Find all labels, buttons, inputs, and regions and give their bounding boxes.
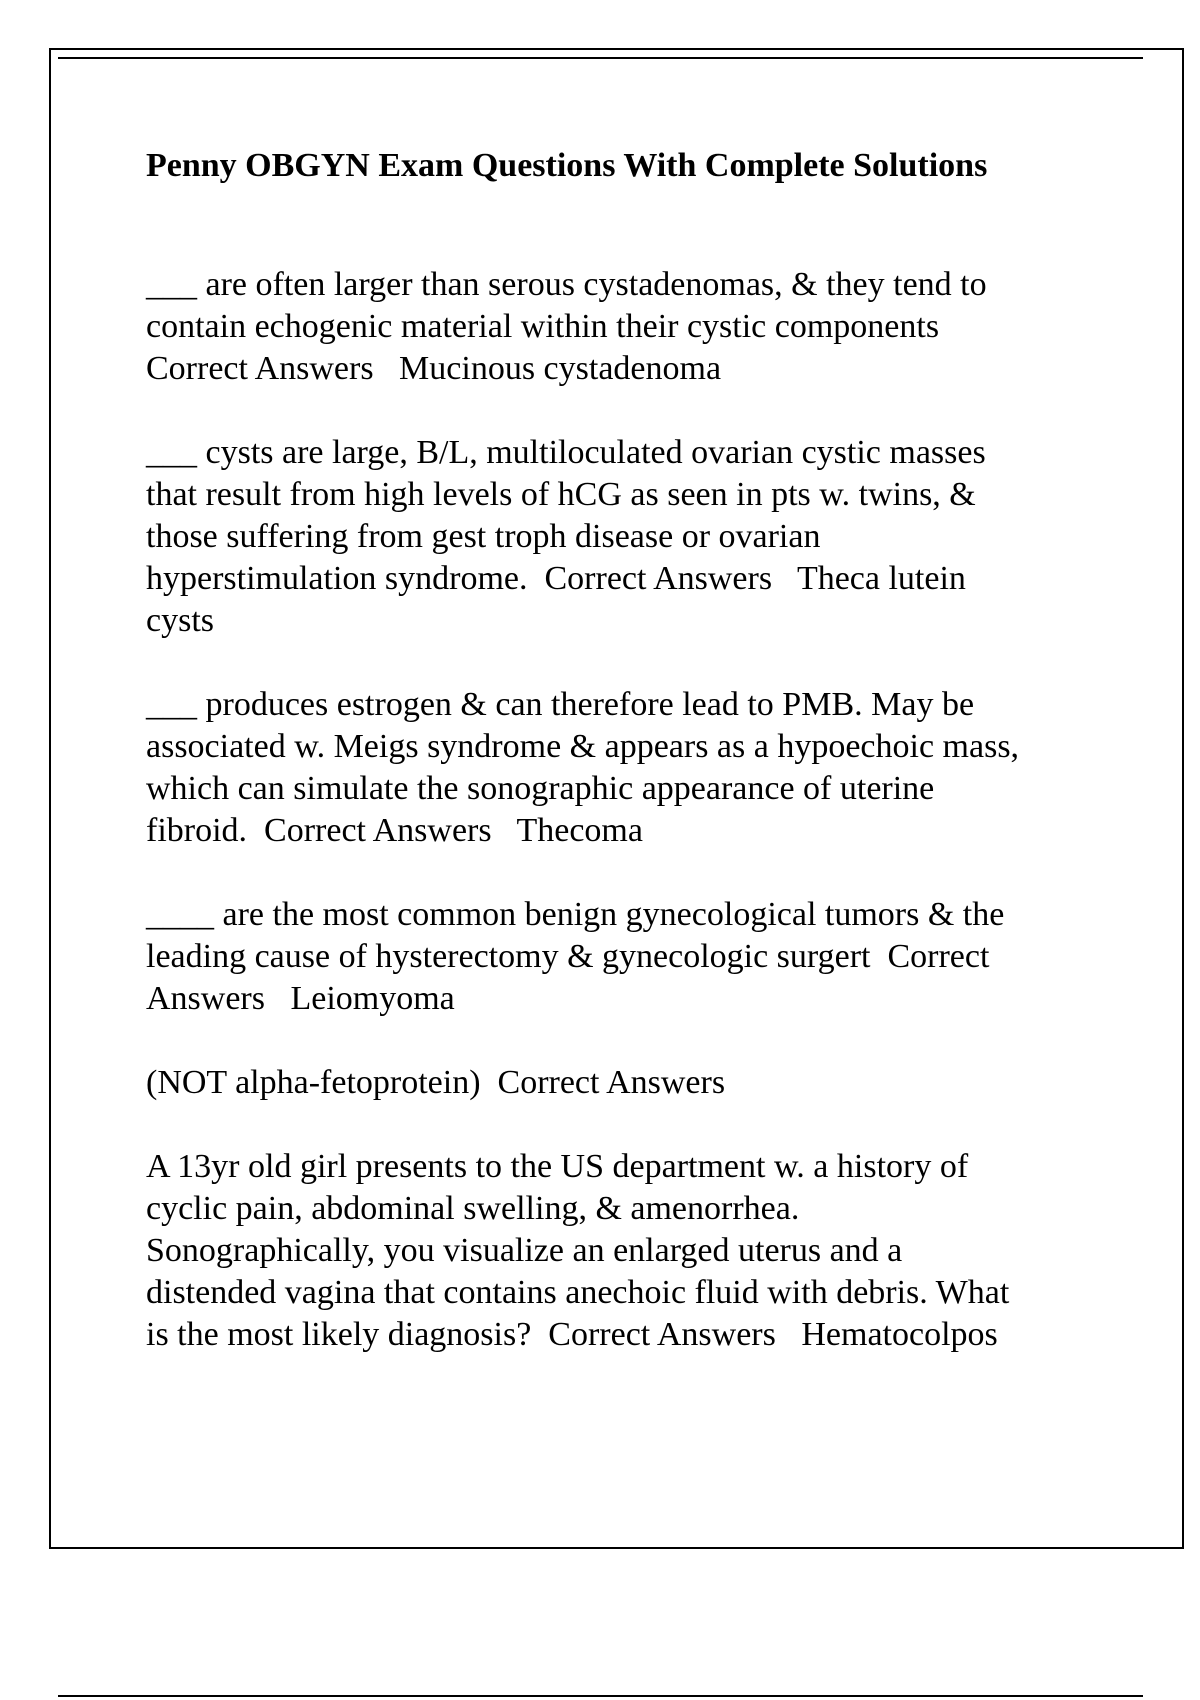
qa-line: hyperstimulation syndrome. Correct Answers Theca lutein xyxy=(146,560,966,597)
qa-line: cysts xyxy=(146,602,214,639)
document-body xyxy=(146,142,1146,1398)
document-title: Penny OBGYN Exam Questions With Complete Solutions xyxy=(146,147,988,184)
qa-line: contain echogenic material within their cystic components xyxy=(146,308,940,345)
qa-line: ___ produces estrogen & can therefore lead to PMB. May be xyxy=(146,686,975,723)
qa-line: fibroid. Correct Answers Thecoma xyxy=(146,812,643,849)
qa-line: A 13yr old girl presents to the US department w. a history of xyxy=(146,1148,969,1185)
qa-line: is the most likely diagnosis? Correct Answers Hematocolpos xyxy=(146,1316,998,1353)
bottom-divider xyxy=(58,1695,1143,1697)
qa-line: that result from high levels of hCG as seen in pts w. twins, & xyxy=(146,476,976,513)
qa-line: ___ cysts are large, B/L, multiloculated ovarian cystic masses xyxy=(146,434,986,471)
qa-line: Sonographically, you visualize an enlarged uterus and a xyxy=(146,1232,903,1269)
qa-line: associated w. Meigs syndrome & appears as a hypoechoic mass, xyxy=(146,728,1020,765)
qa-item-1 xyxy=(146,264,1146,390)
qa-line: Correct Answers Mucinous cystadenoma xyxy=(146,350,722,387)
qa-line: which can simulate the sonographic appearance of uterine xyxy=(146,770,935,807)
qa-line: ____ are the most common benign gynecological tumors & the xyxy=(146,896,1005,933)
qa-line: distended vagina that contains anechoic fluid with debris. What xyxy=(146,1274,1010,1311)
qa-line: (NOT alpha-fetoprotein) Correct Answers xyxy=(146,1064,726,1101)
qa-line: ___ are often larger than serous cystadenomas, & they tend to xyxy=(146,266,987,303)
qa-item-4 xyxy=(146,894,1146,1020)
qa-item-2 xyxy=(146,432,1146,642)
qa-line: Answers Leiomyoma xyxy=(146,980,455,1017)
qa-item-5 xyxy=(146,1062,1146,1104)
qa-item-6 xyxy=(146,1146,1146,1356)
qa-line: cyclic pain, abdominal swelling, & amenorrhea. xyxy=(146,1190,800,1227)
qa-line: those suffering from gest troph disease or ovarian xyxy=(146,518,821,555)
qa-line: leading cause of hysterectomy & gynecologic surgert Correct xyxy=(146,938,990,975)
qa-item-3 xyxy=(146,684,1146,852)
